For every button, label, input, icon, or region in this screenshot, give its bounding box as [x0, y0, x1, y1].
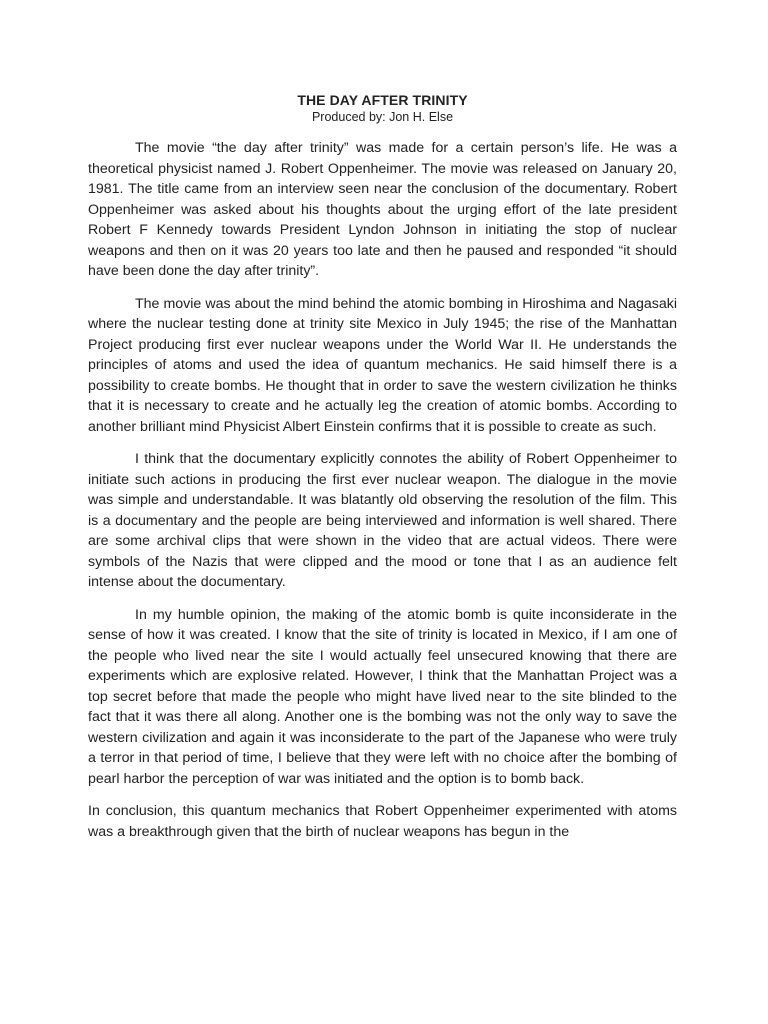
paragraph-3: I think that the documentary explicitly connotes the ability of Robert Oppenheimer to initiate such actions in producing the first ever nuclear weapon. The dialogue in the movie was simple and understandable. It was blatantly old observing the resolution of the film. This is a documentary and the people are being interviewed and information is well shared. There are some archival clips that were shown in the video that are actual videos. There were symbols of the Nazis that were clipped and the mood or tone that I as an audience felt intense about the documentary.	[88, 451, 677, 590]
document-page	[88, 92, 677, 854]
paragraph-2: The movie was about the mind behind the atomic bombing in Hiroshima and Nagasaki where the nuclear testing done at trinity site Mexico in July 1945; the rise of the Manhattan Project producing first ever nuclear weapons under the World War II. He understands the principles of atoms and used the idea of quantum mechanics. He said himself there is a possibility to create bombs. He thought that in order to save the western civilization he thinks that it is necessary to create and he actually leg the creation of atomic bombs. According to another brilliant mind Physicist Albert Einstein confirms that it is possible to create as such.	[88, 295, 677, 435]
paragraph-1: The movie “the day after trinity” was made for a certain person’s life. He was a theoretical physicist named J. Robert Oppenheimer. The movie was released on January 20, 1981. The title came from an interview seen near the conclusion of the documentary. Robert Oppenheimer was asked about his thoughts about the urging effort of the late president Robert F Kennedy towards President Lyndon Johnson in initiating the stop of nuclear weapons and then on it was 20 years too late and then he paused and responded “it should have been done the day after trinity”.	[88, 140, 677, 279]
document-subtitle: Produced by: Jon H. Else	[311, 110, 454, 124]
document-title: THE DAY AFTER TRINITY	[297, 92, 468, 108]
paragraph-5: In conclusion, this quantum mechanics that Robert Oppenheimer experimented with atoms was a breakthrough given that the birth of nuclear weapons has begun in the	[88, 803, 677, 840]
paragraph-4: In my humble opinion, the making of the atomic bomb is quite inconsiderate in the sense of how it was created. I know that the site of trinity is located in Mexico, if I am one of the people who lived near the site I would actually feel unsecured knowing that there are experiments which are explosive related. However, I think that the Manhattan Project was a top secret before that made the people who might have lived near to the site blinded to the fact that it was there all along. Another one is the bombing was not the only way to save the western civilization and again it was inconsiderate to the part of the Japanese who were truly a terror in that period of time, I believe that they were left with no choice after the bombing of pearl harbor the perception of war was initiated and the option is to bomb back.	[88, 606, 677, 787]
